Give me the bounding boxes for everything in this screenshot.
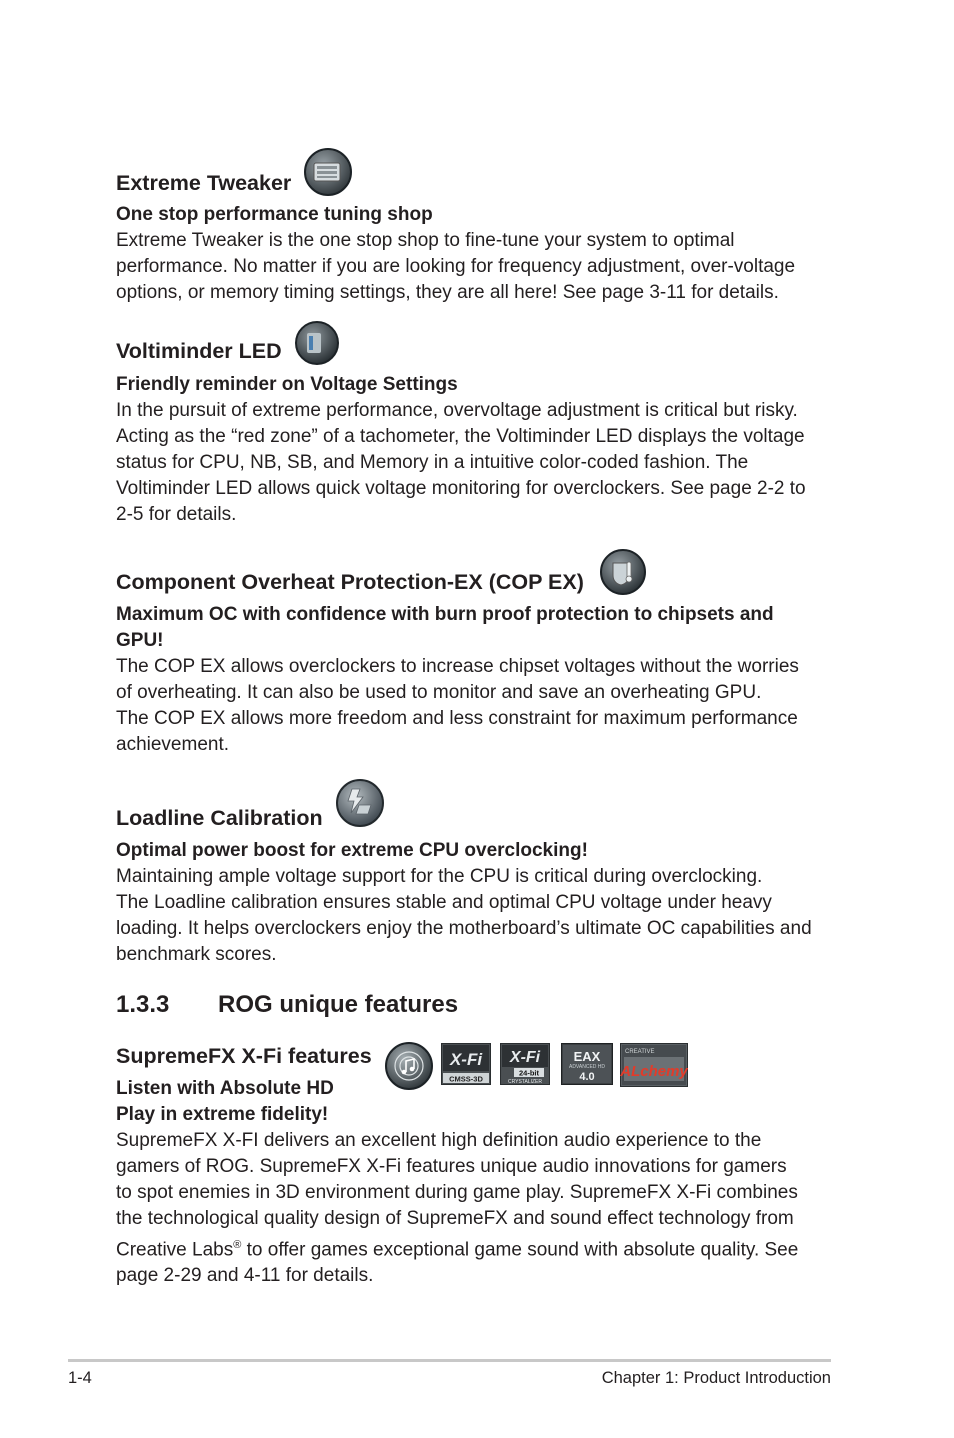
xfi-caption: CMSS-3D [449, 1074, 483, 1084]
body-line: The COP EX allows more freedom and less constraint for maximum performance [116, 708, 798, 729]
body-line: the technological quality design of SupremeFX and sound effect technology from [116, 1208, 794, 1229]
body-line: to spot enemies in 3D environment during game play. SupremeFX X-Fi combines [116, 1182, 798, 1203]
supremefx-body [116, 1128, 798, 1289]
eax-logo-text: EAX [573, 1049, 601, 1064]
voltiminder-heading: Voltiminder LED [116, 339, 282, 363]
body-line: SupremeFX X-FI delivers an excellent high definition audio experience to the [116, 1130, 762, 1151]
supremefx-subtitle [116, 1076, 334, 1128]
section-title: ROG unique features [218, 991, 459, 1018]
creative-labs-text: Creative Labs [116, 1239, 234, 1261]
extreme-tweaker-icon [302, 147, 354, 197]
xfi-cmss-badge [441, 1043, 491, 1085]
body-line: options, or memory timing settings, they are all here! See page 3-11 for details. [116, 282, 779, 303]
body-line: Acting as the “red zone” of a tachometer, the Voltiminder LED displays the voltage [116, 426, 805, 447]
body-line: The Loadline calibration ensures stable and optimal CPU voltage under heavy [116, 892, 772, 913]
body-line: Extreme Tweaker is the one stop shop to fine-tune your system to optimal [116, 230, 735, 251]
body-line: achievement. [116, 734, 230, 755]
body-line: The COP EX allows overclockers to increase chipset voltages without the worries [116, 656, 799, 677]
body-line: Maintaining ample voltage support for the CPU is critical during overclocking. [116, 866, 763, 887]
chapter-label: Chapter 1: Product Introduction [601, 1369, 831, 1387]
creative-brand-text: CREATIVE [625, 1049, 655, 1055]
voltiminder-icon [294, 320, 340, 366]
extreme-tweaker-body [116, 228, 795, 306]
thermometer-icon [598, 548, 648, 596]
subtitle-line: GPU! [116, 630, 164, 651]
body-line: page 2-29 and 4-11 for details. [116, 1265, 374, 1287]
extreme-tweaker-heading: Extreme Tweaker [116, 171, 292, 195]
body-line-rest: to offer games exceptional game sound with absolute quality. See [241, 1239, 799, 1261]
body-line: 2-5 for details. [116, 504, 237, 525]
xfi-logo-text: X-Fi [509, 1049, 541, 1066]
body-line: performance. No matter if you are looking for frequency adjustment, over-voltage [116, 256, 796, 277]
registered-mark: ® [233, 1239, 242, 1251]
voltiminder-subtitle: Friendly reminder on Voltage Settings [116, 374, 458, 395]
body-line: Voltiminder LED allows quick voltage monitoring for overclockers. See page 2-2 to [116, 478, 806, 499]
loadline-heading: Loadline Calibration [116, 806, 323, 830]
body-line: gamers of ROG. SupremeFX X-Fi features unique audio innovations for gamers [116, 1156, 787, 1177]
body-line: of overheating. It can also be used to monitor and save an overheating GPU. [116, 682, 762, 703]
alchemy-badge [620, 1043, 688, 1087]
page-number: 1-4 [68, 1369, 92, 1387]
eax-tag-text: ADVANCED HD [568, 1064, 606, 1070]
xfi-logo-text: X-Fi [449, 1050, 483, 1069]
body-line: In the pursuit of extreme performance, overvoltage adjustment is critical but risky. [116, 400, 798, 421]
subtitle-line: Listen with Absolute HD [116, 1078, 334, 1099]
subtitle-line: Play in extreme fidelity! [116, 1104, 329, 1125]
voltiminder-body [116, 398, 806, 528]
eax-version-text: 4.0 [579, 1071, 595, 1083]
cop-ex-body [116, 654, 799, 758]
supremefx-heading: SupremeFX X-Fi features [116, 1044, 372, 1068]
cop-ex-heading: Component Overheat Protection-EX (COP EX) [116, 570, 584, 594]
audio-icon [384, 1041, 434, 1091]
loadline-subtitle: Optimal power boost for extreme CPU overclocking! [116, 840, 588, 861]
xfi-bit-caption: 24-bit [518, 1068, 540, 1078]
footer-divider [68, 1359, 831, 1362]
body-line: benchmark scores. [116, 944, 277, 965]
alchemy-logo-text: ALchemy [620, 1063, 688, 1080]
cop-ex-subtitle [116, 602, 774, 654]
xfi-crystalizer-caption: CRYSTALIZER [508, 1079, 542, 1085]
extreme-tweaker-subtitle: One stop performance tuning shop [116, 204, 433, 225]
subtitle-line: Maximum OC with confidence with burn proof protection to chipsets and [116, 604, 774, 625]
body-line [116, 1232, 798, 1263]
section-number: 1.3.3 [116, 991, 170, 1018]
body-line: status for CPU, NB, SB, and Memory in a intuitive color-coded fashion. The [116, 452, 749, 473]
eax-badge [561, 1043, 613, 1085]
lightning-icon [335, 778, 385, 828]
loadline-body [116, 864, 812, 968]
body-line: loading. It helps overclockers enjoy the motherboard’s ultimate OC capabilities and [116, 918, 812, 939]
xfi-24bit-badge [500, 1043, 550, 1085]
